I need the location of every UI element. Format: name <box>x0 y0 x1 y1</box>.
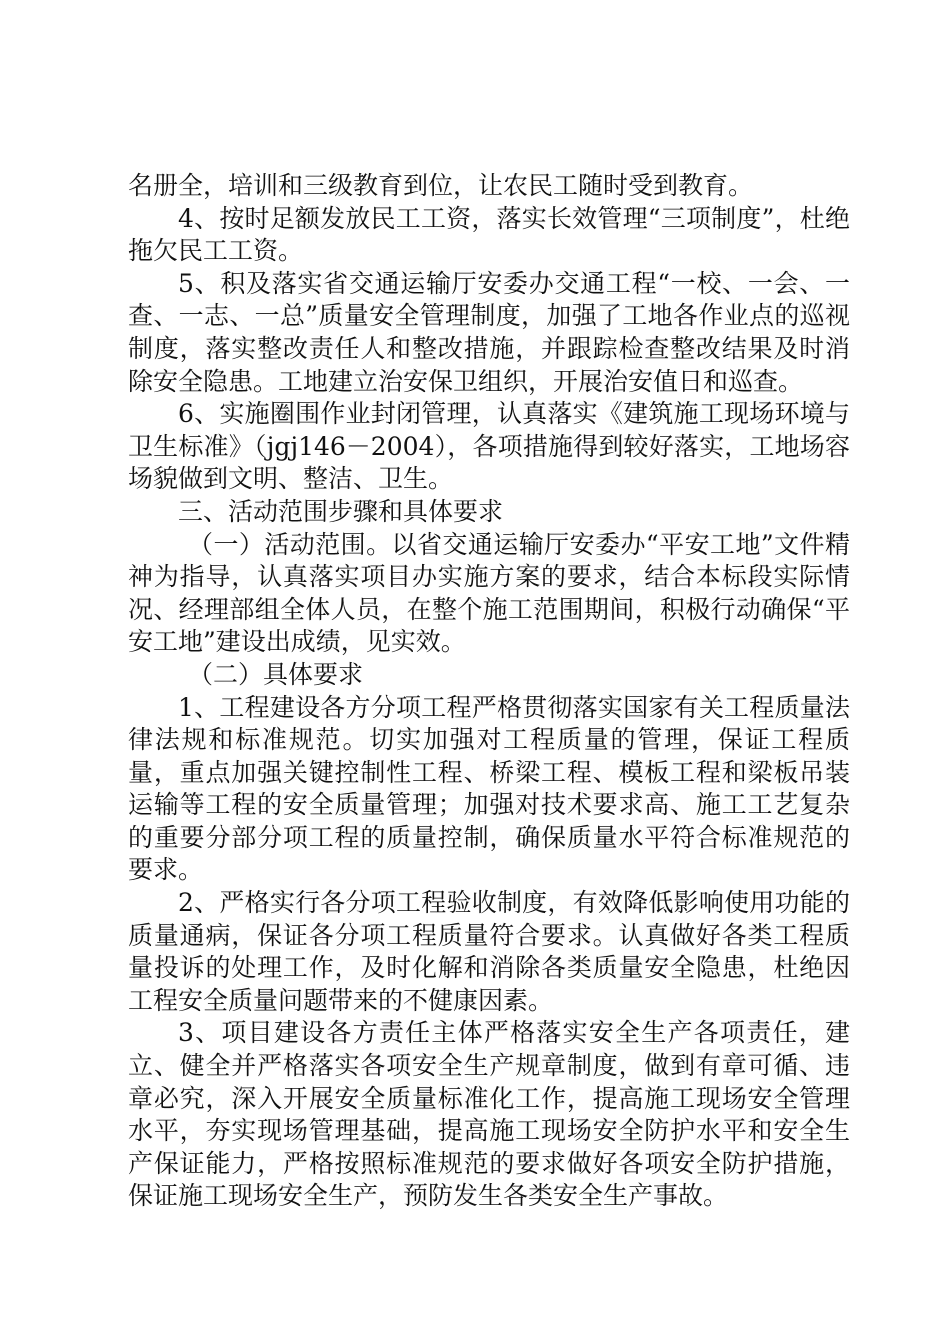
paragraph-item-4: 4、按时足额发放民工工资，落实长效管理“三项制度”，杜绝拖欠民工工资。 <box>128 203 850 266</box>
paragraph-scope: （一）活动范围。以省交通运输厅安委办“平安工地”文件精神为指导，认真落实项目办实施方案的要求，结合本标段实际情况、经理部组全体人员，在整个施工范围期间，积极行动确保“平安工地”建设出成绩，见实效。 <box>128 529 850 657</box>
paragraph-item-5: 5、积及落实省交通运输厅安委办交通工程“一校、一会、一查、一志、一总”质量安全管理制度，加强了工地各作业点的巡视制度，落实整改责任人和整改措施，并跟踪检查整改结果及时消除安全隐患。工地建立治安保卫组织，开展治安值日和巡查。 <box>128 268 850 396</box>
document-body <box>128 170 850 1213</box>
paragraph-requirement-2: 2、严格实行各分项工程验收制度，有效降低影响使用功能的质量通病，保证各分项工程质量符合要求。认真做好各类工程质量投诉的处理工作，及时化解和消除各类质量安全隐患，杜绝因工程安全质量问题带来的不健康因素。 <box>128 888 850 1015</box>
paragraph-requirement-3: 3、项目建设各方责任主体严格落实安全生产各项责任，建立、健全并严格落实各项安全生产规章制度，做到有章可循、违章必究，深入开展安全质量标准化工作，提高施工现场安全管理水平，夯实现场管理基础，提高施工现场安全防护水平和安全生产保证能力，严格按照标准规范的要求做好各项安全防护措施，保证施工现场安全生产，预防发生各类安全生产事故。 <box>128 1018 850 1211</box>
subheading-requirements: （二）具体要求 <box>188 659 364 689</box>
paragraph-item-6: 6、实施圈围作业封闭管理，认真落实《建筑施工现场环境与卫生标准》（jgj146－2004），各项措施得到较好落实，工地场容场貌做到文明、整洁、卫生。 <box>128 399 850 494</box>
section-heading-3: 三、活动范围步骤和具体要求 <box>178 496 504 526</box>
paragraph-continuation: 名册全，培训和三级教育到位，让农民工随时受到教育。 <box>128 171 754 200</box>
paragraph-requirement-1: 1、工程建设各方分项工程严格贯彻落实国家有关工程质量法律法规和标准规范。切实加强对工程质量的管理，保证工程质量，重点加强关键控制性工程、桥梁工程、模板工程和梁板吊装运输等工程的安全质量管理；加强对技术要求高、施工工艺复杂的重要分部分项工程的质量控制，确保质量水平符合标准规范的要求。 <box>128 692 850 885</box>
